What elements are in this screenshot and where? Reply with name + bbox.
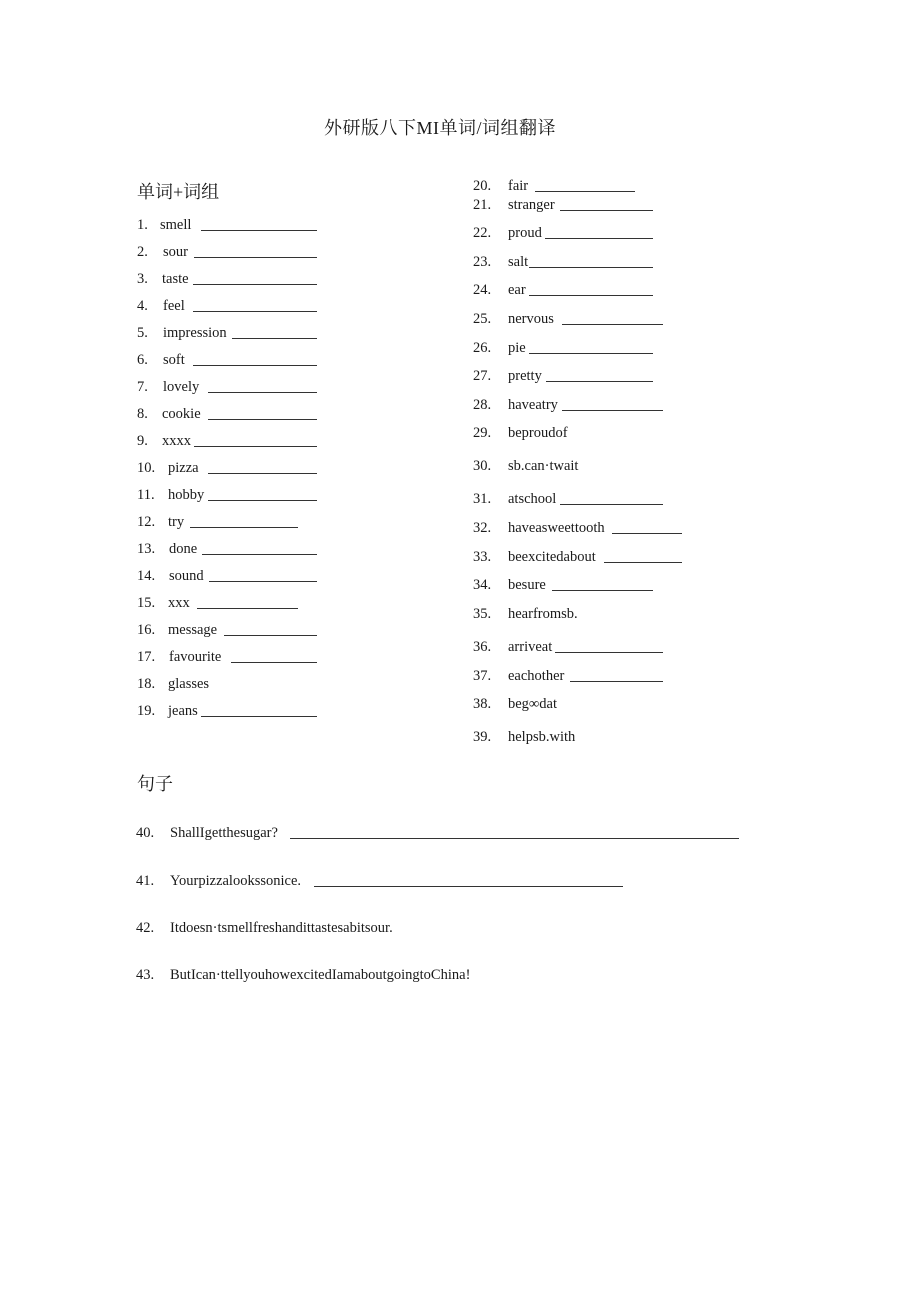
answer-blank-line[interactable]: [224, 635, 317, 636]
item-number: 19.: [137, 703, 156, 719]
vocab-item: [137, 594, 190, 612]
answer-blank-line[interactable]: [208, 392, 317, 393]
item-word: cookie: [162, 406, 201, 422]
item-word: stranger: [508, 197, 555, 213]
sentence-number: 40.: [136, 825, 155, 841]
item-number: 22.: [473, 225, 492, 241]
item-number: 5.: [137, 325, 148, 341]
sentence-number: 42.: [136, 920, 155, 936]
vocab-item: [137, 621, 218, 639]
item-number: 33.: [473, 549, 492, 565]
item-number: 32.: [473, 520, 492, 536]
vocab-item: [473, 490, 557, 508]
vocab-item: [137, 378, 200, 396]
answer-blank-line[interactable]: [197, 608, 298, 609]
item-number: 29.: [473, 425, 492, 441]
item-word: try: [168, 514, 185, 530]
item-number: 30.: [473, 458, 492, 474]
answer-blank-line[interactable]: [529, 267, 653, 268]
answer-blank-line[interactable]: [562, 324, 663, 325]
item-word: besure: [508, 577, 546, 593]
vocab-item: [137, 432, 191, 450]
answer-blank-line[interactable]: [201, 230, 317, 231]
answer-blank-line[interactable]: [546, 381, 653, 382]
item-word: lovely: [163, 379, 200, 395]
sentence-number: 41.: [136, 873, 155, 889]
answer-blank-line[interactable]: [612, 533, 682, 534]
item-word: beexcitedabout: [508, 549, 596, 565]
sentence-text: ButIcan·ttellyouhowexcitedIamaboutgoingtoChina!: [170, 967, 471, 983]
item-word: hobby: [168, 487, 205, 503]
item-word: soft: [163, 352, 185, 368]
vocab-item: [473, 281, 526, 299]
answer-blank-line[interactable]: [194, 446, 317, 447]
item-word: favourite: [169, 649, 222, 665]
vocab-item: [137, 405, 201, 423]
vocab-item: [473, 695, 557, 713]
item-number: 8.: [137, 406, 148, 422]
item-number: 25.: [473, 311, 492, 327]
vocab-item: [473, 424, 568, 442]
vocab-item: [473, 367, 542, 385]
answer-blank-line[interactable]: [604, 562, 682, 563]
answer-blank-line[interactable]: [529, 353, 653, 354]
sentence-number: 43.: [136, 967, 155, 983]
sentence-text: ShallIgetthesugar?: [170, 825, 278, 841]
item-word: beproudof: [508, 425, 568, 441]
item-number: 13.: [137, 541, 156, 557]
item-number: 6.: [137, 352, 148, 368]
item-word: nervous: [508, 311, 554, 327]
vocab-item: [473, 667, 565, 685]
item-number: 12.: [137, 514, 156, 530]
item-number: 17.: [137, 649, 156, 665]
vocab-item: [137, 648, 222, 666]
vocab-item: [473, 177, 529, 195]
answer-blank-line[interactable]: [208, 500, 317, 501]
vocab-item: [137, 540, 198, 558]
sentence-text: Itdoesn·tsmellfreshandittastesabitsour.: [170, 920, 393, 936]
page-title: 外研版八下MI单词/词组翻译: [324, 118, 556, 138]
item-number: 7.: [137, 379, 148, 395]
item-word: hearfromsb.: [508, 606, 578, 622]
item-word: beg∞dat: [508, 696, 557, 712]
item-number: 23.: [473, 254, 492, 270]
answer-blank-line[interactable]: [570, 681, 663, 682]
item-word: atschool: [508, 491, 557, 507]
vocab-item: [137, 459, 199, 477]
answer-blank-line[interactable]: [193, 284, 317, 285]
item-number: 27.: [473, 368, 492, 384]
answer-blank-line[interactable]: [529, 295, 653, 296]
vocab-item: [473, 310, 554, 328]
vocab-item: [473, 728, 576, 746]
item-number: 26.: [473, 340, 492, 356]
vocab-item: [473, 396, 558, 414]
answer-blank-line[interactable]: [552, 590, 653, 591]
answer-blank-line[interactable]: [209, 581, 317, 582]
item-number: 35.: [473, 606, 492, 622]
item-number: 20.: [473, 178, 492, 194]
item-number: 2.: [137, 244, 148, 260]
item-number: 36.: [473, 639, 492, 655]
vocab-item: [473, 253, 529, 271]
item-word: sb.can·twait: [508, 458, 579, 474]
vocab-item: [137, 486, 205, 504]
vocab-item: [137, 351, 185, 369]
answer-blank-line[interactable]: [208, 473, 317, 474]
item-word: sound: [169, 568, 204, 584]
vocab-item: [137, 702, 198, 720]
item-number: 14.: [137, 568, 156, 584]
vocab-item: [137, 675, 210, 693]
vocab-item: [137, 216, 192, 234]
item-number: 21.: [473, 197, 492, 213]
vocab-item: [473, 457, 579, 475]
item-word: eachother: [508, 668, 565, 684]
vocab-item: [137, 324, 227, 342]
item-number: 4.: [137, 298, 148, 314]
item-word: haveatry: [508, 397, 558, 413]
item-number: 1.: [137, 217, 148, 233]
item-number: 15.: [137, 595, 156, 611]
item-word: impression: [163, 325, 227, 341]
vocab-item: [473, 224, 542, 242]
vocab-item: [473, 519, 605, 537]
item-word: proud: [508, 225, 542, 241]
item-word: taste: [162, 271, 189, 287]
answer-blank-line[interactable]: [208, 419, 317, 420]
item-word: ear: [508, 282, 526, 298]
item-word: done: [169, 541, 198, 557]
sentence-text: Yourpizzalookssonice.: [170, 873, 302, 889]
answer-blank-line[interactable]: [231, 662, 317, 663]
item-word: xxxx: [162, 433, 191, 449]
item-number: 34.: [473, 577, 492, 593]
item-word: pretty: [508, 368, 542, 384]
answer-blank-line[interactable]: [193, 365, 317, 366]
vocab-item: [473, 576, 546, 594]
answer-blank-line[interactable]: [560, 210, 653, 211]
vocab-item: [473, 196, 555, 214]
sentences-section-heading: 句子: [137, 774, 173, 794]
item-word: pie: [508, 340, 526, 356]
answer-blank-line[interactable]: [201, 716, 317, 717]
item-word: smell: [160, 217, 192, 233]
vocab-item: [473, 339, 526, 357]
item-word: jeans: [168, 703, 198, 719]
answer-blank-line[interactable]: [555, 652, 663, 653]
vocab-item: [473, 638, 553, 656]
item-word: pizza: [168, 460, 199, 476]
item-word: haveasweettooth: [508, 520, 605, 536]
item-number: 3.: [137, 271, 148, 287]
item-number: 38.: [473, 696, 492, 712]
item-number: 9.: [137, 433, 148, 449]
item-word: arriveat: [508, 639, 553, 655]
answer-blank-line[interactable]: [314, 886, 623, 887]
item-number: 24.: [473, 282, 492, 298]
item-word: message: [168, 622, 218, 638]
vocab-item: [137, 243, 188, 261]
answer-blank-line[interactable]: [560, 504, 663, 505]
answer-blank-line[interactable]: [193, 311, 317, 312]
vocab-item: [137, 567, 204, 585]
item-word: sour: [163, 244, 188, 260]
item-word: salt: [508, 254, 529, 270]
vocab-item: [473, 548, 596, 566]
words-section-heading: 单词+词组: [137, 182, 220, 202]
item-number: 39.: [473, 729, 492, 745]
answer-blank-line[interactable]: [202, 554, 317, 555]
item-number: 31.: [473, 491, 492, 507]
item-number: 28.: [473, 397, 492, 413]
answer-blank-line[interactable]: [535, 191, 635, 192]
item-number: 37.: [473, 668, 492, 684]
answer-blank-line[interactable]: [232, 338, 317, 339]
item-number: 16.: [137, 622, 156, 638]
vocab-item: [473, 605, 578, 623]
item-number: 10.: [137, 460, 156, 476]
vocab-item: [137, 270, 189, 288]
answer-blank-line[interactable]: [290, 838, 739, 839]
item-word: helpsb.with: [508, 729, 576, 745]
answer-blank-line[interactable]: [562, 410, 663, 411]
item-word: fair: [508, 178, 529, 194]
item-word: feel: [163, 298, 185, 314]
vocab-item: [137, 513, 185, 531]
item-word: xxx: [168, 595, 190, 611]
answer-blank-line[interactable]: [190, 527, 298, 528]
vocab-item: [137, 297, 185, 315]
answer-blank-line[interactable]: [545, 238, 653, 239]
answer-blank-line[interactable]: [194, 257, 317, 258]
item-number: 11.: [137, 487, 155, 503]
item-word: glasses: [168, 676, 210, 692]
item-number: 18.: [137, 676, 156, 692]
